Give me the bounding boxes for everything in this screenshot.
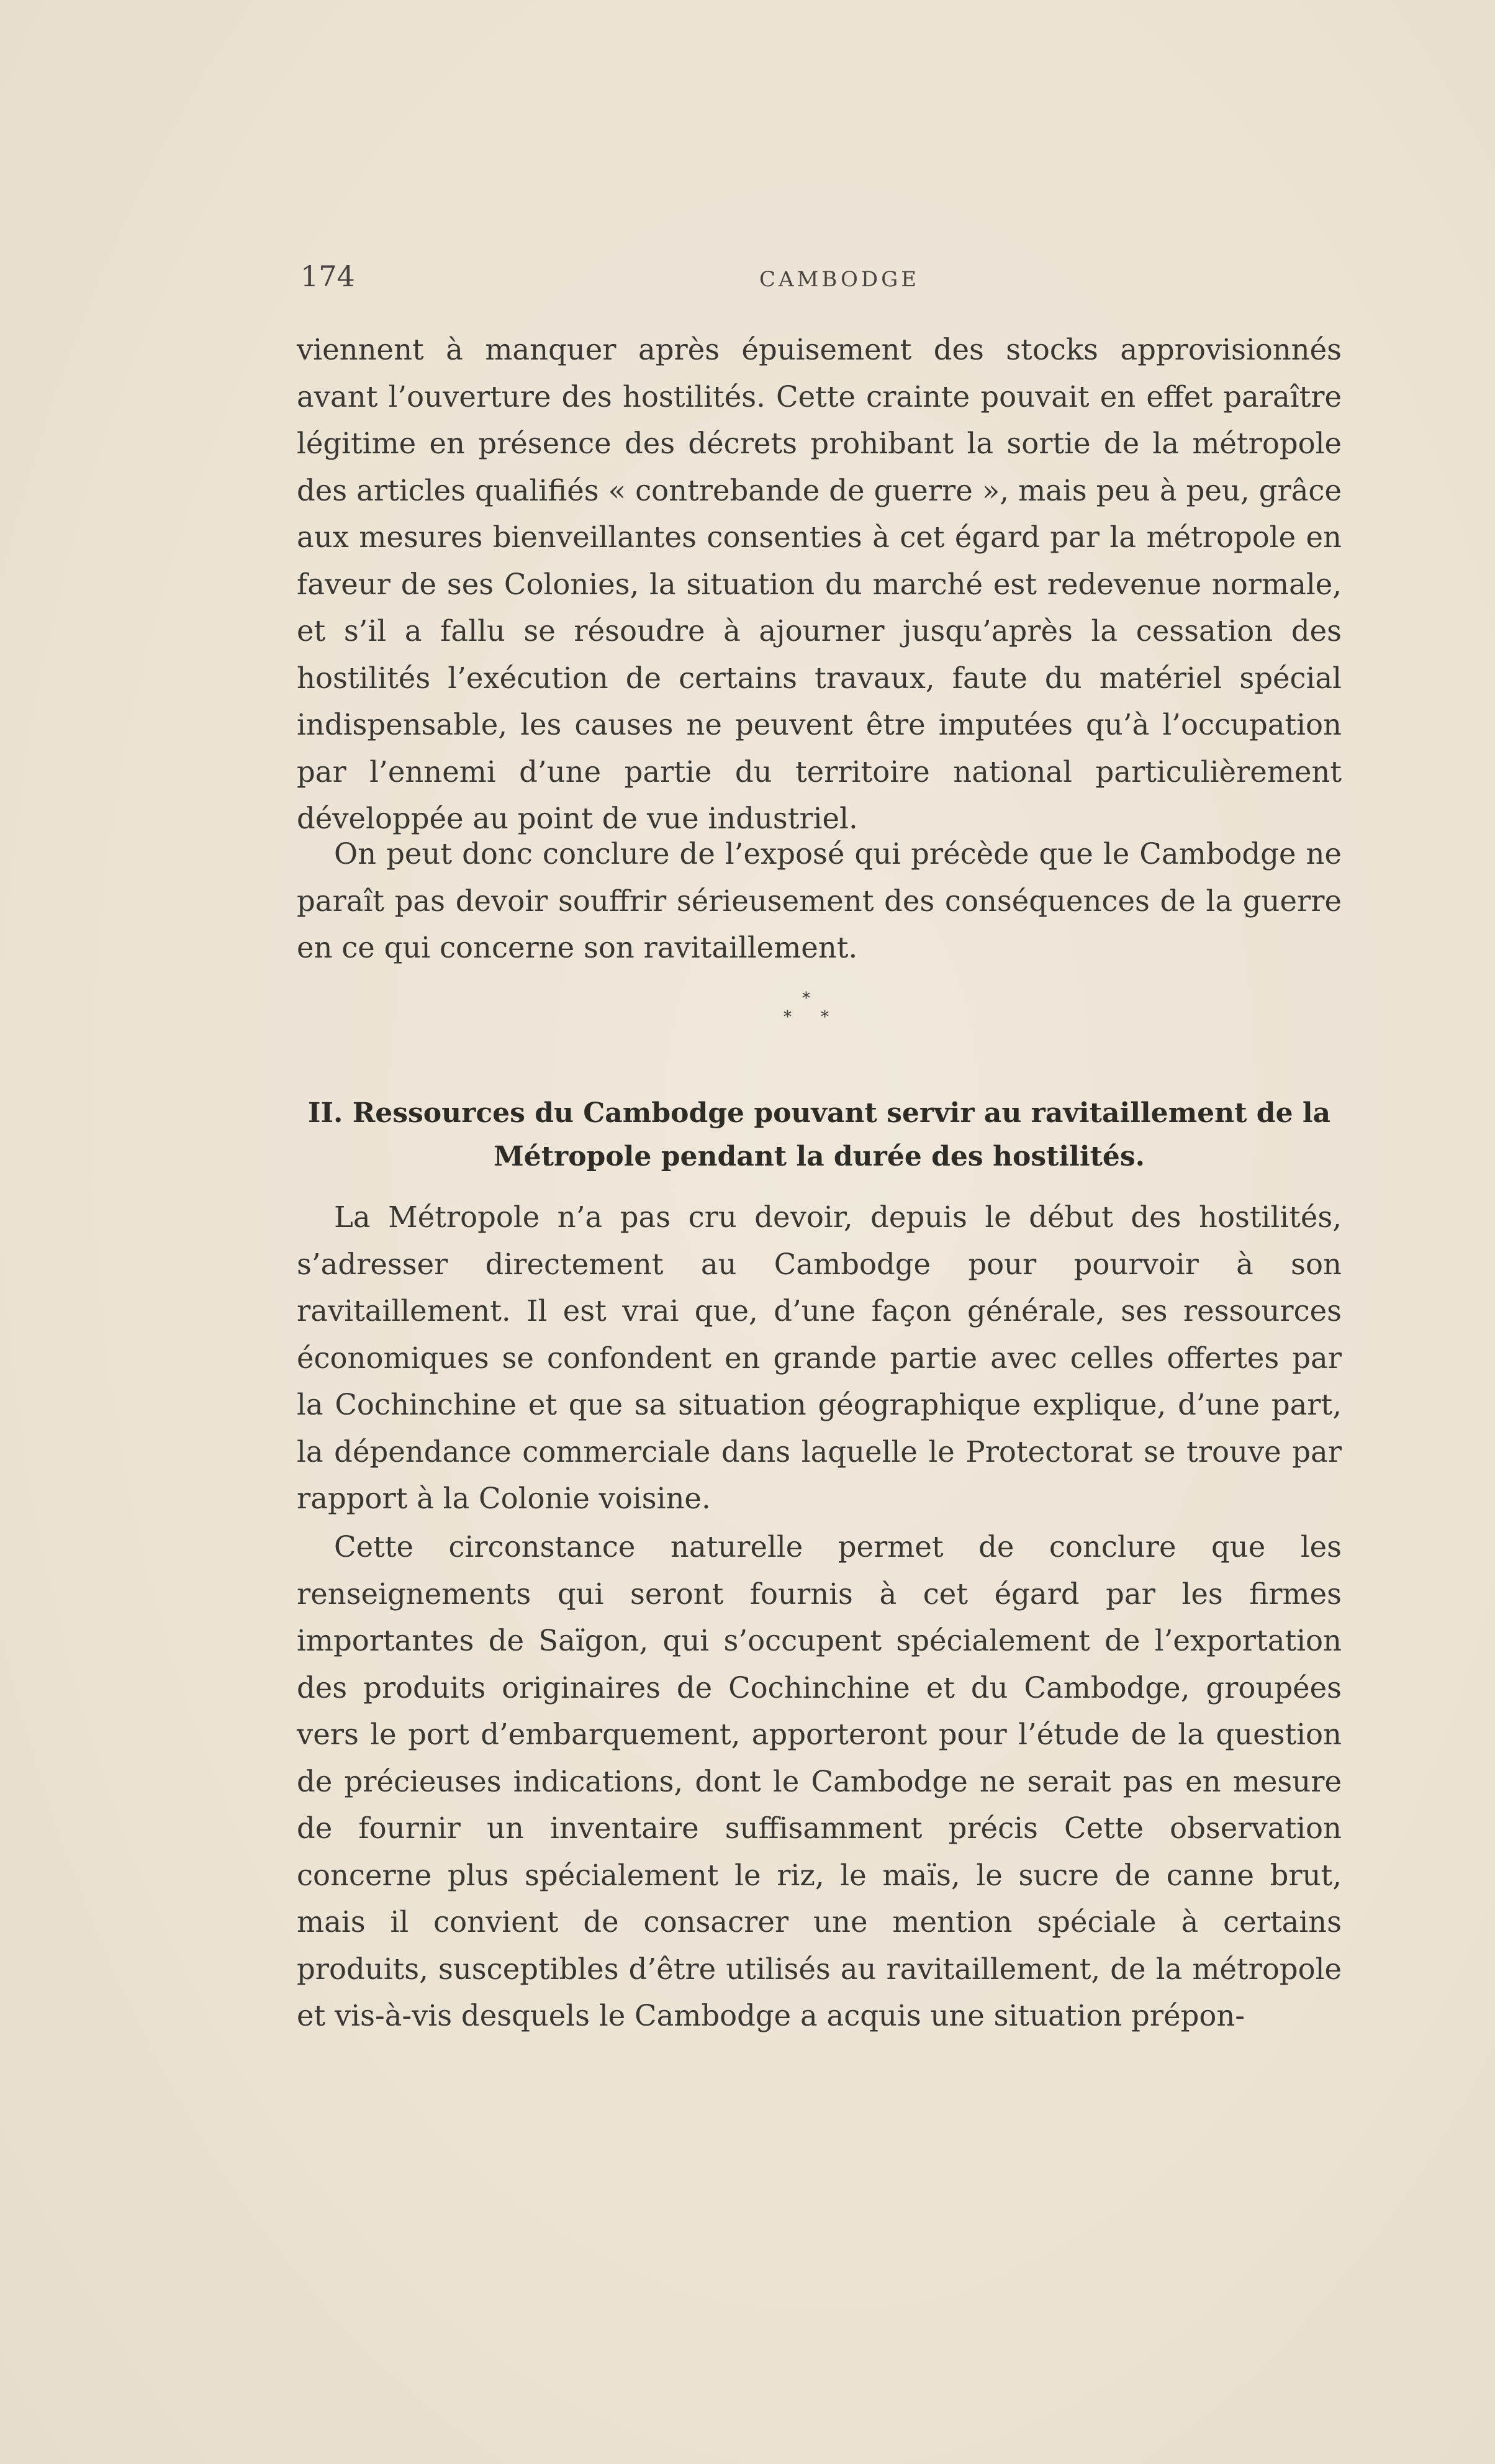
paragraph-continued: viennent à manquer après épuisement des stocks approvisionnés avant l’ouverture des hostilités. Cette crainte pouvait en effet paraître légitime en présence des décrets prohibant la sortie de la métropole des articles qualifiés « contrebande de guerre », mais peu à peu, grâce aux mesures bienveillantes consenties à cet égard par la métropole en faveur de ses Colonies, la situation du marché est redevenue normale, et s’il a fallu se résoudre à ajourner jusqu’après la cessation des hostilités l’exécution de certains travaux, faute du matériel spécial indispensable, les causes ne peuvent être imputées qu’à l’occupation par l’ennemi d’une partie du territoire national particulièrement développée au point de vue industriel. [297,333,1342,835]
asterism-star-left: * [784,1008,792,1026]
page-header [297,260,1342,297]
asterism-star-top: * [802,989,810,1008]
asterism-separator [770,984,844,1028]
paragraph-conclusion: On peut donc conclure de l’exposé qui précède que le Cambodge ne paraît pas devoir souffrir sérieusement des conséquences de la guerre en ce qui concerne son ravitaillement. [297,837,1342,964]
page-number: 174 [300,260,355,293]
asterism-star-right: * [821,1008,829,1026]
section-heading [297,1092,1342,1179]
paragraph-metropole: La Métropole n’a pas cru devoir, depuis le début des hostilités, s’adresser directement au Cambodge pour pourvoir à son ravitaillement. Il est vrai que, d’une façon générale, ses ressources économiques se confondent en grande partie avec celles offertes par la Cochinchine et que sa situation géographique explique, d’une part, la dépendance commerciale dans laquelle le Protectorat se trouve par rapport à la Colonie voisine. [297,1200,1342,1515]
section-number: II. [307,1097,343,1129]
section-title: Ressources du Cambodge pouvant servir au ravitaillement de la Métropole pendant la durée des hostilités. [352,1097,1331,1172]
paragraph-circonstance: Cette circonstance naturelle permet de conclure que les renseignements qui seront fournis à cet égard par les firmes importantes de Saïgon, qui s’occupent spécialement de l’exportation des produits originaires de Cochinchine et du Cambodge, groupées vers le port d’embarquement, apporteront pour l’étude de la question de précieuses indications, dont le Cambodge ne serait pas en mesure de fournir un inventaire suffisamment précis Cette observation concerne plus spécialement le riz, le maïs, le sucre de canne brut, mais il convient de consacrer une mention spéciale à certains produits, susceptibles d’être utilisés au ravitaillement, de la métropole et vis-à-vis desquels le Cambodge a acquis une situation prépon- [297,1530,1342,2032]
running-title: CAMBODGE [759,267,920,292]
